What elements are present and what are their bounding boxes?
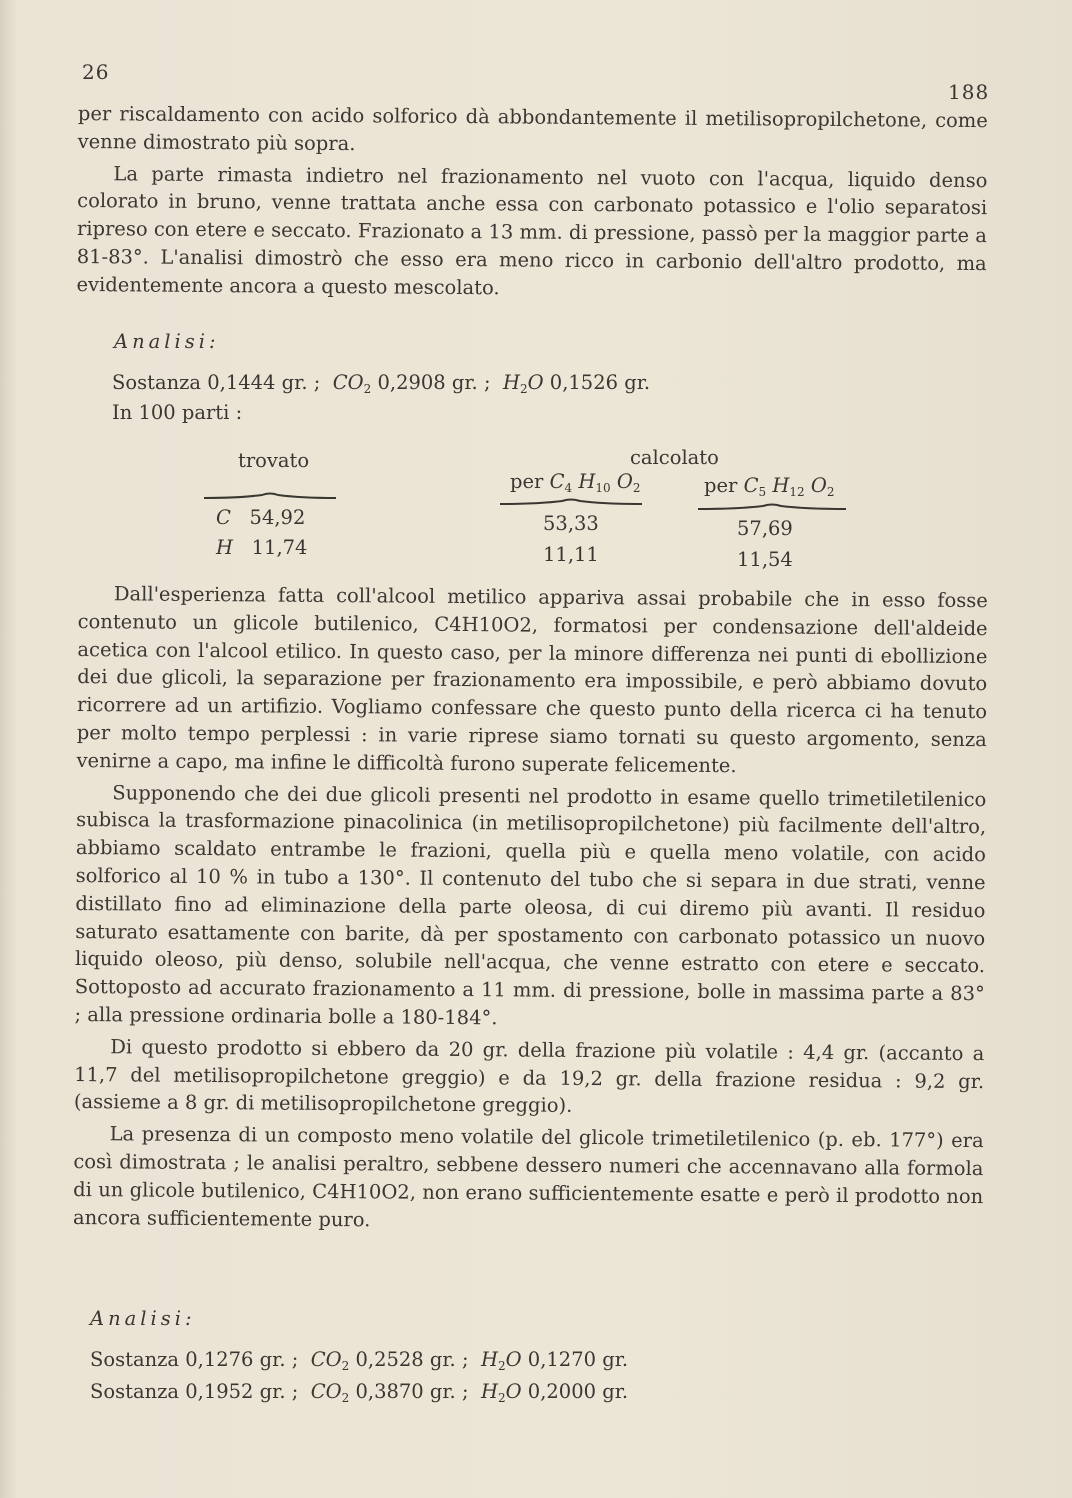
paragraph: La presenza di un composto meno volatile del glicole trimetiletilenico (p. eb. 177°) era così dimostrata ; le analisi peraltro, sebbene dessero numeri che accennavano alla formola di un glicole butilenico, C4H10O2, non erano sufficientemente esatte e però il prodotto non ancora sufficientemente puro. <box>72 1122 984 1231</box>
analisi-label-1: Analisi: <box>114 330 220 353</box>
parti-label: In 100 parti : <box>112 401 243 424</box>
page-number-right: 188 <box>948 80 990 104</box>
table-row: C 54,92 <box>216 506 306 529</box>
analisi-line-1: Sostanza 0,1444 gr. ; $CO_2$ 0,2908 gr. ; $H_2O$ 0,1526 gr. <box>112 371 651 396</box>
paragraph: Dall'esperienza fatta coll'alcool metilico appariva assai probabile che in esso fosse contenuto un glicole butilenico, C4H10O2, formatosi per condensazione dell'aldeide acetica con l'alcool etilico. In questo caso, per la minore differenza nei punti di ebollizione dei due glicoli, la separazione per frazionamento era impossibile, e però abbiamo dovuto ricorrere ad un artifizio. Vogliamo confessare che questo punto della ricerca ci ha tenuto per molto tempo perplessi : in varie riprese siamo tornati su questo argomento, senza venirne a capo, ma infine le difficoltà furono superate felicemente. <box>76 582 988 777</box>
cell-h-calc1: 11,11 <box>543 543 599 566</box>
paragraph: per riscaldamento con acido solforico dà abbondantemente il metilisopropilchetone, come venne dimostrato più sopra. <box>77 101 988 155</box>
brace-calc1 <box>500 498 642 504</box>
analisi2-line-2: Sostanza 0,1952 gr. ; $CO_2$ 0,3870 gr. ; $H_2O$ 0,2000 gr. <box>90 1380 629 1405</box>
analisi2-line-1: Sostanza 0,1276 gr. ; $CO_2$ 0,2528 gr. ; $H_2O$ 0,1270 gr. <box>90 1348 629 1373</box>
cell-c-calc2: 57,69 <box>737 517 793 540</box>
cell-h-calc2: 11,54 <box>737 548 793 571</box>
paragraph: Supponendo che dei due glicoli presenti nel prodotto in esame quello trimetiletilenico subisca la trasformazione pinacolinica (in metilisopropilchetone) più facilmente dell'altro, abbiamo scaldato entrambe le frazioni, quella più e quella meno volatile, con acido solforico al 10 % in tubo a 130°. Il contenuto del tubo che si separa in due strati, venne distillato fino ad eliminazione della parte oleosa, di cui diremo più avanti. Il residuo saturato esattamente con barite, dà per spostamento con carbonato potassico un nuovo liquido oleoso, più denso, solubile nell'acqua, che venne estratto con etere e seccato. Sottoposto ad accurato frazionamento a 11 mm. di pressione, bolle in massima parte a 83° ; alla pressione ordinaria bolle a 180-184°. <box>74 780 987 1030</box>
analisi-label-2: Analisi: <box>90 1307 196 1330</box>
cell-c-calc1: 53,33 <box>543 512 599 535</box>
text-block-1 <box>76 100 988 310</box>
brace-trovato <box>204 492 336 498</box>
paragraph: Di questo prodotto si ebbero da 20 gr. della frazione più volatile : 4,4 gr. (accanto a 11,7 del metilisopropilchetone greggio) e da 19,2 gr. della frazione residua : 9,2 gr. (assieme a 8 gr. di metilisopropilchetone greggio). <box>73 1035 985 1118</box>
calcolato-header: calcolato <box>630 446 719 469</box>
paragraph: La parte rimasta indietro nel frazionamento nel vuoto con l'acqua, liquido denso colorato in bruno, venne trattata anche essa con carbonato potassico e l'olio separatosi ripreso con etere e seccato. Frazionato a 13 mm. di pressione, passò per la maggior parte a 81-83°. L'analisi dimostrò che esso era meno ricco in carbonio dell'altro prodotto, ma evidentemente ancora a questo mescolato. <box>76 161 988 300</box>
text-block-2 <box>73 580 988 1242</box>
formula-c5h12o2: per $C_5$ $H_{12}$ $O_2$ <box>704 474 835 499</box>
formula-c4h10o2: per $C_4$ $H_{10}$ $O_2$ <box>510 470 641 495</box>
brace-calc2 <box>698 503 846 509</box>
trovato-header: trovato <box>238 449 310 472</box>
table-row: H 11,74 <box>216 536 308 559</box>
page-number-left: 26 <box>82 60 110 84</box>
